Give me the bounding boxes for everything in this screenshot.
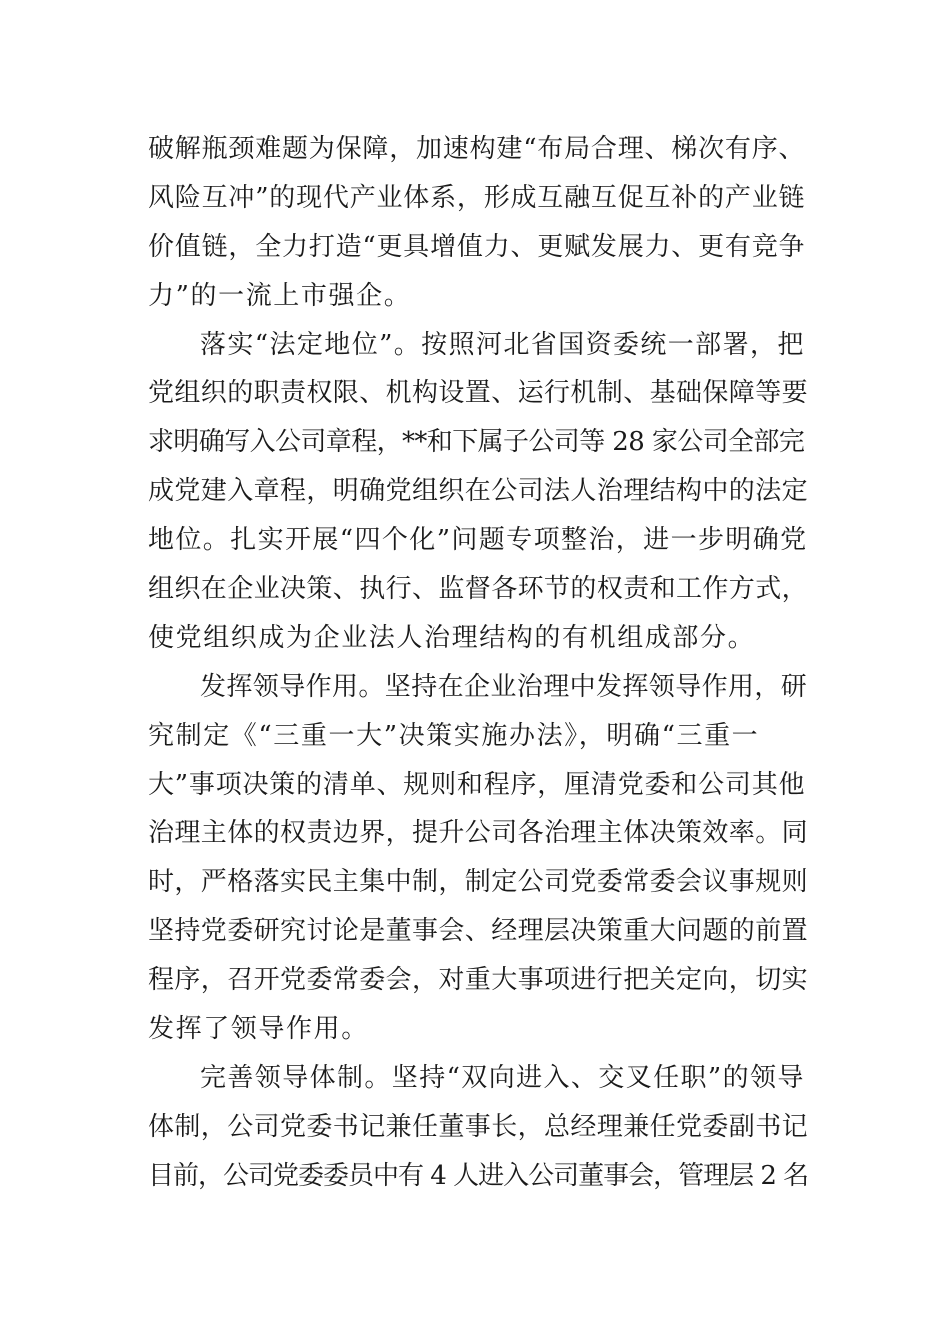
paragraph-start-line: 落实“法定地位”。按照河北省国资委统一部署，把 — [200, 329, 805, 360]
text-line: 风险互冲”的现代产业体系，形成互融互促互补的产业链 — [148, 182, 806, 213]
text-line: 成党建入章程，明确党组织在公司法人治理结构中的法定 — [148, 476, 809, 507]
paragraph-start-line: 完善领导体制。坚持“双向进入、交叉任职”的领导 — [200, 1062, 805, 1093]
text-line: 目前，公司党委委员中有 4 人进入公司董事会，管理层 2 名 — [148, 1160, 809, 1191]
body-text — [148, 125, 808, 1201]
text-line: 治理主体的权责边界，提升公司各治理主体决策效率。同 — [148, 818, 809, 849]
text-line: 坚持党委研究讨论是董事会、经理层决策重大问题的前置 — [148, 916, 809, 947]
paragraph-start-line: 发挥领导作用。坚持在企业治理中发挥领导作用，研 — [200, 671, 808, 702]
text-line: 求明确写入公司章程，**和下属子公司等 28 家公司全部完 — [148, 427, 805, 458]
text-line: 地位。扎实开展“四个化”问题专项整治，进一步明确党 — [148, 525, 808, 556]
text-line: 大”事项决策的清单、规则和程序，厘清党委和公司其他 — [148, 769, 806, 800]
text-line: 发挥了领导作用。 — [148, 1014, 369, 1045]
text-line: 价值链，全力打造“更具增值力、更赋发展力、更有竞争 — [148, 231, 806, 262]
text-line: 使党组织成为企业法人治理结构的有机组成部分。 — [148, 622, 756, 653]
text-line: 力”的一流上市强企。 — [148, 280, 412, 311]
text-line: 时，严格落实民主集中制，制定公司党委常委会议事规则 — [148, 867, 809, 898]
text-line: 究制定《“三重一大”决策实施办法》，明确“三重一 — [148, 720, 760, 751]
text-line: 组织在企业决策、执行、监督各环节的权责和工作方式， — [148, 574, 809, 605]
text-line: 程序，召开党委常委会，对重大事项进行把关定向，切实 — [148, 965, 809, 996]
text-line: 破解瓶颈难题为保障，加速构建“布局合理、梯次有序、 — [148, 134, 806, 164]
text-line: 党组织的职责权限、机构设置、运行机制、基础保障等要 — [148, 378, 809, 409]
text-line: 体制，公司党委书记兼任董事长，总经理兼任党委副书记 — [148, 1111, 809, 1142]
